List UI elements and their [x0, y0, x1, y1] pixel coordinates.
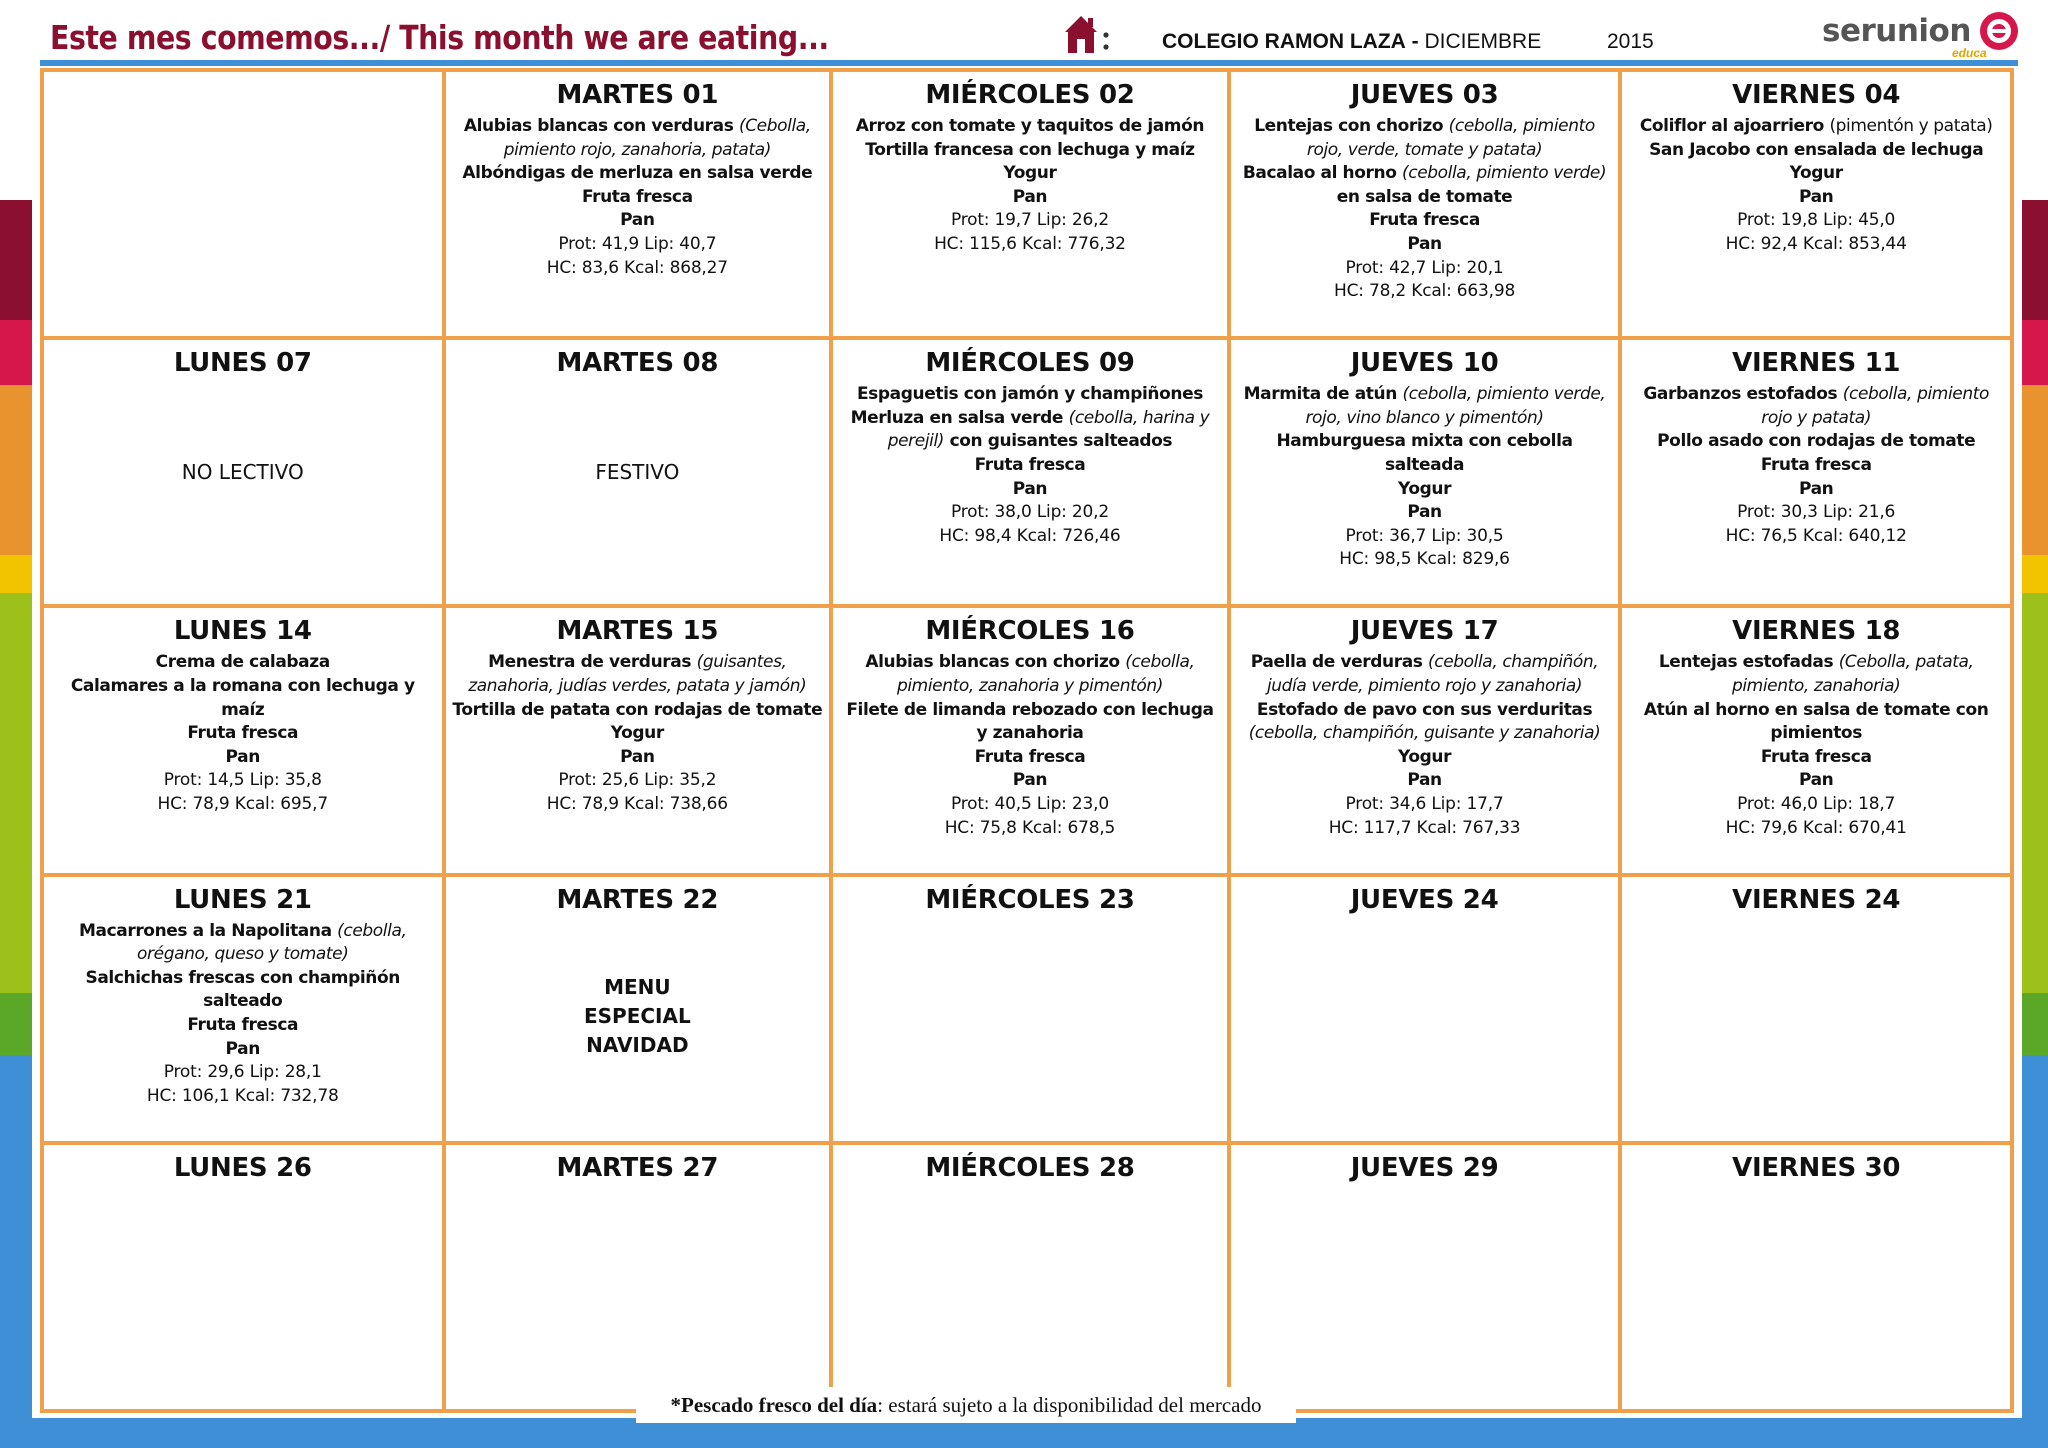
dish-item: [50, 967, 436, 1014]
school-separator: -: [1411, 30, 1419, 53]
dish-name: Yogur: [1398, 478, 1452, 499]
dish-name: Tortilla francesa con lechuga y maíz: [865, 139, 1195, 160]
dish-ingredients: (cebolla, pimiento verde): [1402, 163, 1607, 184]
dish-item: [1628, 651, 2004, 698]
day-cell: [1622, 340, 2010, 604]
dish-ingredients: (pimentón y patata): [1829, 116, 1993, 136]
day-title: JUEVES 29: [1350, 1152, 1499, 1183]
dish-name: Yogur: [1003, 163, 1057, 184]
left-stripe-2: [0, 320, 32, 385]
day-cell: [446, 877, 830, 1141]
day-cell: [44, 608, 442, 872]
day-cell: [44, 877, 442, 1141]
dish-name: Pan: [1798, 186, 1834, 207]
footer-note-bold: *Pescado fresco del día: [670, 1393, 878, 1417]
dish-name: Pollo asado con rodajas de tomate: [1657, 431, 1976, 452]
dish-item: [839, 383, 1221, 407]
day-title: MARTES 01: [556, 80, 719, 110]
day-title: MARTES 08: [556, 348, 719, 379]
nutrition-info: Prot: 30,3 Lip: 21,6: [1737, 502, 1896, 523]
logo-text: serunion: [1822, 13, 1971, 49]
dish-name: Fruta fresca: [187, 1014, 299, 1035]
school-info: [1162, 30, 1541, 54]
right-stripe-6: [2022, 993, 2048, 1055]
dish-item: [839, 454, 1221, 478]
dish-item: [1237, 186, 1613, 210]
dish-name: Alubias blancas con chorizo: [865, 652, 1120, 673]
day-title: VIERNES 30: [1732, 1152, 1901, 1183]
dish-name: Garbanzos estofados: [1643, 384, 1838, 405]
dish-name: Fruta fresca: [974, 746, 1086, 767]
dish-ingredients: (Cebolla, pimiento rojo, zanahoria, patata): [503, 116, 811, 160]
dish-ingredients: (cebolla, orégano, queso y tomate): [137, 920, 407, 965]
dish-item: [839, 186, 1221, 210]
dish-name: Calamares a la romana con lechuga y maíz: [70, 675, 415, 720]
dish-name: Merluza en salsa verde: [850, 407, 1064, 428]
dish-name: Bacalao al horno: [1242, 163, 1397, 184]
dish-name: Lentejas estofadas: [1658, 652, 1834, 673]
dish-name: Pan: [225, 1038, 260, 1059]
dish-ingredients: (guisantes, zanahoria, judías verdes, patata y jamón): [468, 652, 807, 696]
day-cell: [1231, 608, 1619, 872]
dish-item: [839, 115, 1221, 139]
dish-name: Pan: [1407, 770, 1442, 791]
dish-name: Fruta fresca: [1760, 746, 1872, 767]
day-title: MIÉRCOLES 02: [925, 80, 1135, 110]
dish-item: [50, 746, 436, 770]
nutrition-info: Prot: 19,8 Lip: 45,0: [1737, 210, 1896, 231]
day-title: VIERNES 04: [1732, 80, 1901, 110]
dish-ingredients: (cebolla, champiñón, guisante y zanahoria): [1248, 723, 1601, 744]
year-label: 2015: [1607, 30, 1654, 53]
dish-ingredients: (cebolla, pimiento rojo y patata): [1761, 384, 1989, 428]
dish-name: Lentejas con chorizo: [1254, 116, 1444, 136]
day-cell: [833, 340, 1227, 604]
dish-item: [1237, 769, 1613, 793]
dish-item: [1237, 233, 1613, 257]
right-stripe-2: [2022, 320, 2048, 385]
dish-ingredients: (Cebolla, patata, pimiento, zanahoria): [1731, 652, 1974, 696]
nutrition-info: Prot: 46,0 Lip: 18,7: [1737, 793, 1896, 814]
logo-subtext: educa: [1952, 46, 1987, 60]
dish-name: Albóndigas de merluza en salsa verde: [462, 163, 813, 184]
dish-item: [50, 722, 436, 746]
dish-name: Fruta fresca: [187, 723, 299, 744]
day-title: MIÉRCOLES 28: [925, 1152, 1135, 1183]
footer-note-text: : estará sujeto a la disponibilidad del mercado: [877, 1393, 1262, 1417]
nutrition-info: HC: 75,8 Kcal: 678,5: [944, 817, 1116, 838]
nutrition-info: HC: 78,2 Kcal: 663,98: [1334, 281, 1516, 302]
day-title: LUNES 26: [173, 1152, 312, 1183]
right-stripe-5: [2022, 593, 2048, 993]
left-stripe-3: [0, 385, 32, 555]
dish-item: [1237, 722, 1613, 746]
dish-name: Yogur: [1789, 163, 1843, 184]
nutrition-info: HC: 92,4 Kcal: 853,44: [1725, 233, 1907, 254]
day-title: JUEVES 03: [1350, 80, 1499, 110]
dish-item: [1237, 383, 1613, 430]
dish-ingredients: (cebolla, harina y perejil): [887, 407, 1210, 452]
dish-name: Pan: [1012, 478, 1048, 499]
right-stripe-7: [2022, 1055, 2048, 1448]
dish-item: [839, 478, 1221, 502]
day-cell: [446, 608, 830, 872]
dish-item: [1237, 209, 1613, 233]
dish-item: [1237, 651, 1613, 698]
dish-name: Pan: [620, 210, 655, 231]
dish-name: Pan: [1798, 478, 1834, 499]
dish-name: Espaguetis con jamón y champiñones: [856, 384, 1203, 405]
month-label: DICIEMBRE: [1424, 30, 1542, 53]
day-cell: [1622, 877, 2010, 1141]
nutrition-info: Prot: 14,5 Lip: 35,8: [163, 770, 322, 791]
day-status: FESTIVO: [595, 460, 680, 485]
nutrition-info: Prot: 42,7 Lip: 20,1: [1345, 257, 1504, 278]
left-stripe-1: [0, 200, 32, 320]
day-title: MARTES 15: [556, 616, 719, 647]
dish-name: Pan: [1407, 233, 1442, 254]
nutrition-info: Prot: 29,6 Lip: 28,1: [163, 1062, 322, 1083]
dish-name: Fruta fresca: [581, 186, 693, 207]
dish-name: Yogur: [1398, 746, 1452, 767]
nutrition-info: Prot: 36,7 Lip: 30,5: [1345, 525, 1504, 546]
dish-item: [1237, 162, 1613, 186]
day-title: VIERNES 24: [1732, 884, 1901, 915]
left-stripe-7: [0, 1055, 32, 1448]
special-menu: [452, 973, 824, 1060]
day-title: MARTES 27: [556, 1152, 719, 1183]
nutrition-info: HC: 78,9 Kcal: 738,66: [546, 793, 728, 814]
day-title: LUNES 14: [173, 616, 312, 647]
dish-name: Menestra de verduras: [488, 652, 692, 673]
nutrition-info: HC: 83,6 Kcal: 868,27: [546, 257, 728, 278]
dish-name: Pan: [225, 746, 260, 767]
day-cell: [833, 72, 1227, 336]
day-title: LUNES 21: [173, 884, 312, 915]
dish-item: [452, 651, 824, 698]
nutrition-info: Prot: 41,9 Lip: 40,7: [558, 233, 717, 254]
day-title: MIÉRCOLES 09: [925, 348, 1135, 379]
day-title: JUEVES 24: [1350, 884, 1499, 915]
day-cell: [833, 877, 1227, 1141]
dish-item: [452, 209, 824, 233]
dish-name: Pan: [1407, 502, 1442, 523]
dish-name: Salchichas frescas con champiñón salteado: [85, 967, 400, 1012]
dish-item: [1628, 383, 2004, 430]
day-title: VIERNES 18: [1732, 616, 1901, 647]
dish-ingredients: (cebolla, pimiento rojo, verde, tomate y patata): [1306, 116, 1595, 160]
dish-item: [1237, 699, 1613, 723]
dish-item: [1628, 699, 2004, 746]
dish-item: [1628, 478, 2004, 502]
serunion-logo: [1822, 8, 2022, 62]
school-name: COLEGIO RAMON LAZA: [1162, 30, 1406, 53]
dish-name: Macarrones a la Napolitana: [79, 920, 332, 941]
day-cell: [1622, 1145, 2010, 1409]
menu-calendar: [40, 68, 2014, 1413]
header-divider: [40, 60, 2018, 66]
nutrition-info: Prot: 25,6 Lip: 35,2: [558, 770, 717, 791]
dish-item: [50, 675, 436, 722]
dish-item: [839, 139, 1221, 163]
nutrition-info: HC: 79,6 Kcal: 670,41: [1725, 817, 1907, 838]
special-menu-line: ESPECIAL: [583, 1003, 691, 1028]
left-stripe-5: [0, 593, 32, 993]
dish-name: Marmita de atún: [1243, 384, 1397, 405]
dish-item: [1628, 186, 2004, 210]
nutrition-info: Prot: 19,7 Lip: 26,2: [950, 210, 1109, 231]
dish-name: San Jacobo con ensalada de lechuga: [1649, 139, 1984, 160]
day-cell: [1231, 877, 1619, 1141]
nutrition-info: HC: 78,9 Kcal: 695,7: [157, 793, 328, 814]
nutrition-info: Prot: 38,0 Lip: 20,2: [950, 502, 1109, 523]
dish-item: [1628, 769, 2004, 793]
dish-name: Tortilla de patata con rodajas de tomate: [452, 699, 823, 720]
nutrition-info: HC: 117,7 Kcal: 767,33: [1328, 817, 1521, 838]
dish-name: Pan: [1798, 770, 1834, 791]
dish-item: [452, 722, 824, 746]
dish-item: [452, 162, 824, 186]
special-menu-line: NAVIDAD: [586, 1032, 689, 1057]
dish-item: [452, 115, 824, 162]
dish-item: [839, 746, 1221, 770]
right-stripe-3: [2022, 385, 2048, 555]
dish-name: Fruta fresca: [1369, 210, 1480, 231]
day-cell: [1231, 72, 1619, 336]
dish-item: [1628, 454, 2004, 478]
dish-item: [1628, 430, 2004, 454]
dish-item: [1628, 115, 2004, 139]
dish-item: [1628, 162, 2004, 186]
dish-item: [452, 186, 824, 210]
nutrition-info: HC: 76,5 Kcal: 640,12: [1725, 525, 1907, 546]
home-icon: [1061, 12, 1113, 56]
footer-note: [636, 1387, 1296, 1423]
nutrition-info: Prot: 40,5 Lip: 23,0: [950, 793, 1109, 814]
dish-name-tail: con guisantes salteados: [949, 431, 1173, 452]
dish-name: Alubias blancas con verduras: [463, 116, 734, 136]
day-cell: [1622, 608, 2010, 872]
dish-ingredients: (cebolla, pimiento verde, rojo, vino blanco y pimentón): [1305, 384, 1606, 428]
day-cell: [833, 608, 1227, 872]
dish-item: [1237, 478, 1613, 502]
right-stripe-1: [2022, 200, 2048, 320]
day-cell: [446, 72, 830, 336]
dish-item: [839, 407, 1221, 454]
day-cell: [446, 340, 830, 604]
day-cell: [44, 72, 442, 336]
dish-name: Filete de limanda rebozado con lechuga y zanahoria: [846, 699, 1214, 744]
nutrition-info: Prot: 34,6 Lip: 17,7: [1345, 793, 1504, 814]
day-title: MARTES 22: [556, 884, 719, 915]
dish-name: Paella de verduras: [1250, 652, 1423, 673]
dish-name: Estofado de pavo con sus verduritas: [1256, 699, 1593, 720]
dish-item: [452, 699, 824, 723]
dish-name: Fruta fresca: [974, 454, 1086, 475]
dish-name: Hamburguesa mixta con cebolla salteada: [1276, 431, 1573, 475]
day-cell: [833, 1145, 1227, 1409]
day-status: NO LECTIVO: [181, 460, 304, 485]
dish-item: [1237, 746, 1613, 770]
dish-ingredients: (cebolla, pimiento, zanahoria y pimentón): [896, 652, 1195, 696]
dish-name: Yogur: [610, 723, 664, 744]
dish-item: [839, 651, 1221, 698]
nutrition-info: HC: 115,6 Kcal: 776,32: [934, 233, 1126, 254]
day-cell: [44, 1145, 442, 1409]
dish-item: [1237, 430, 1613, 477]
right-stripe-4: [2022, 555, 2048, 593]
day-cell: [446, 1145, 830, 1409]
dish-item: [50, 920, 436, 967]
left-stripe-6: [0, 993, 32, 1055]
dish-item: [452, 746, 824, 770]
nutrition-info: HC: 98,4 Kcal: 726,46: [939, 525, 1121, 546]
dish-name: Pan: [1012, 770, 1048, 791]
day-title: MIÉRCOLES 16: [925, 616, 1135, 647]
day-title: VIERNES 11: [1732, 348, 1901, 379]
page-title: Este mes comemos.../ This month we are eating...: [50, 18, 829, 57]
dish-name: Coliflor al ajoarriero: [1639, 116, 1824, 136]
dish-item: [50, 1038, 436, 1062]
dish-name: Atún al horno en salsa de tomate con pimientos: [1643, 699, 1989, 744]
dish-item: [50, 1014, 436, 1038]
dish-item: [839, 162, 1221, 186]
dish-item: [50, 651, 436, 675]
day-title: JUEVES 17: [1350, 616, 1499, 647]
dish-name: Pan: [620, 746, 655, 767]
dish-item: [1628, 139, 2004, 163]
dish-item: [839, 769, 1221, 793]
day-title: MIÉRCOLES 23: [925, 884, 1135, 915]
day-cell: [1622, 72, 2010, 336]
dish-name: Arroz con tomate y taquitos de jamón: [855, 116, 1205, 136]
dish-name: Crema de calabaza: [155, 652, 330, 673]
dish-ingredients: (cebolla, champiñón, judía verde, pimiento rojo y zanahoria): [1266, 652, 1599, 696]
day-cell: [1231, 1145, 1619, 1409]
dish-name: Fruta fresca: [1760, 454, 1872, 475]
dish-item: [1628, 746, 2004, 770]
nutrition-info: HC: 98,5 Kcal: 829,6: [1339, 549, 1510, 570]
day-title: LUNES 07: [173, 348, 312, 379]
day-title: JUEVES 10: [1350, 348, 1499, 379]
day-cell: [1231, 340, 1619, 604]
dish-name: en salsa de tomate: [1336, 186, 1513, 207]
dish-item: [839, 699, 1221, 746]
special-menu-line: MENU: [604, 974, 671, 999]
left-stripe-4: [0, 555, 32, 593]
logo-mark-icon: [1978, 10, 2020, 52]
day-cell: [44, 340, 442, 604]
dish-item: [1237, 115, 1613, 162]
dish-item: [1237, 501, 1613, 525]
dish-name: Pan: [1012, 186, 1048, 207]
nutrition-info: HC: 106,1 Kcal: 732,78: [146, 1085, 339, 1106]
